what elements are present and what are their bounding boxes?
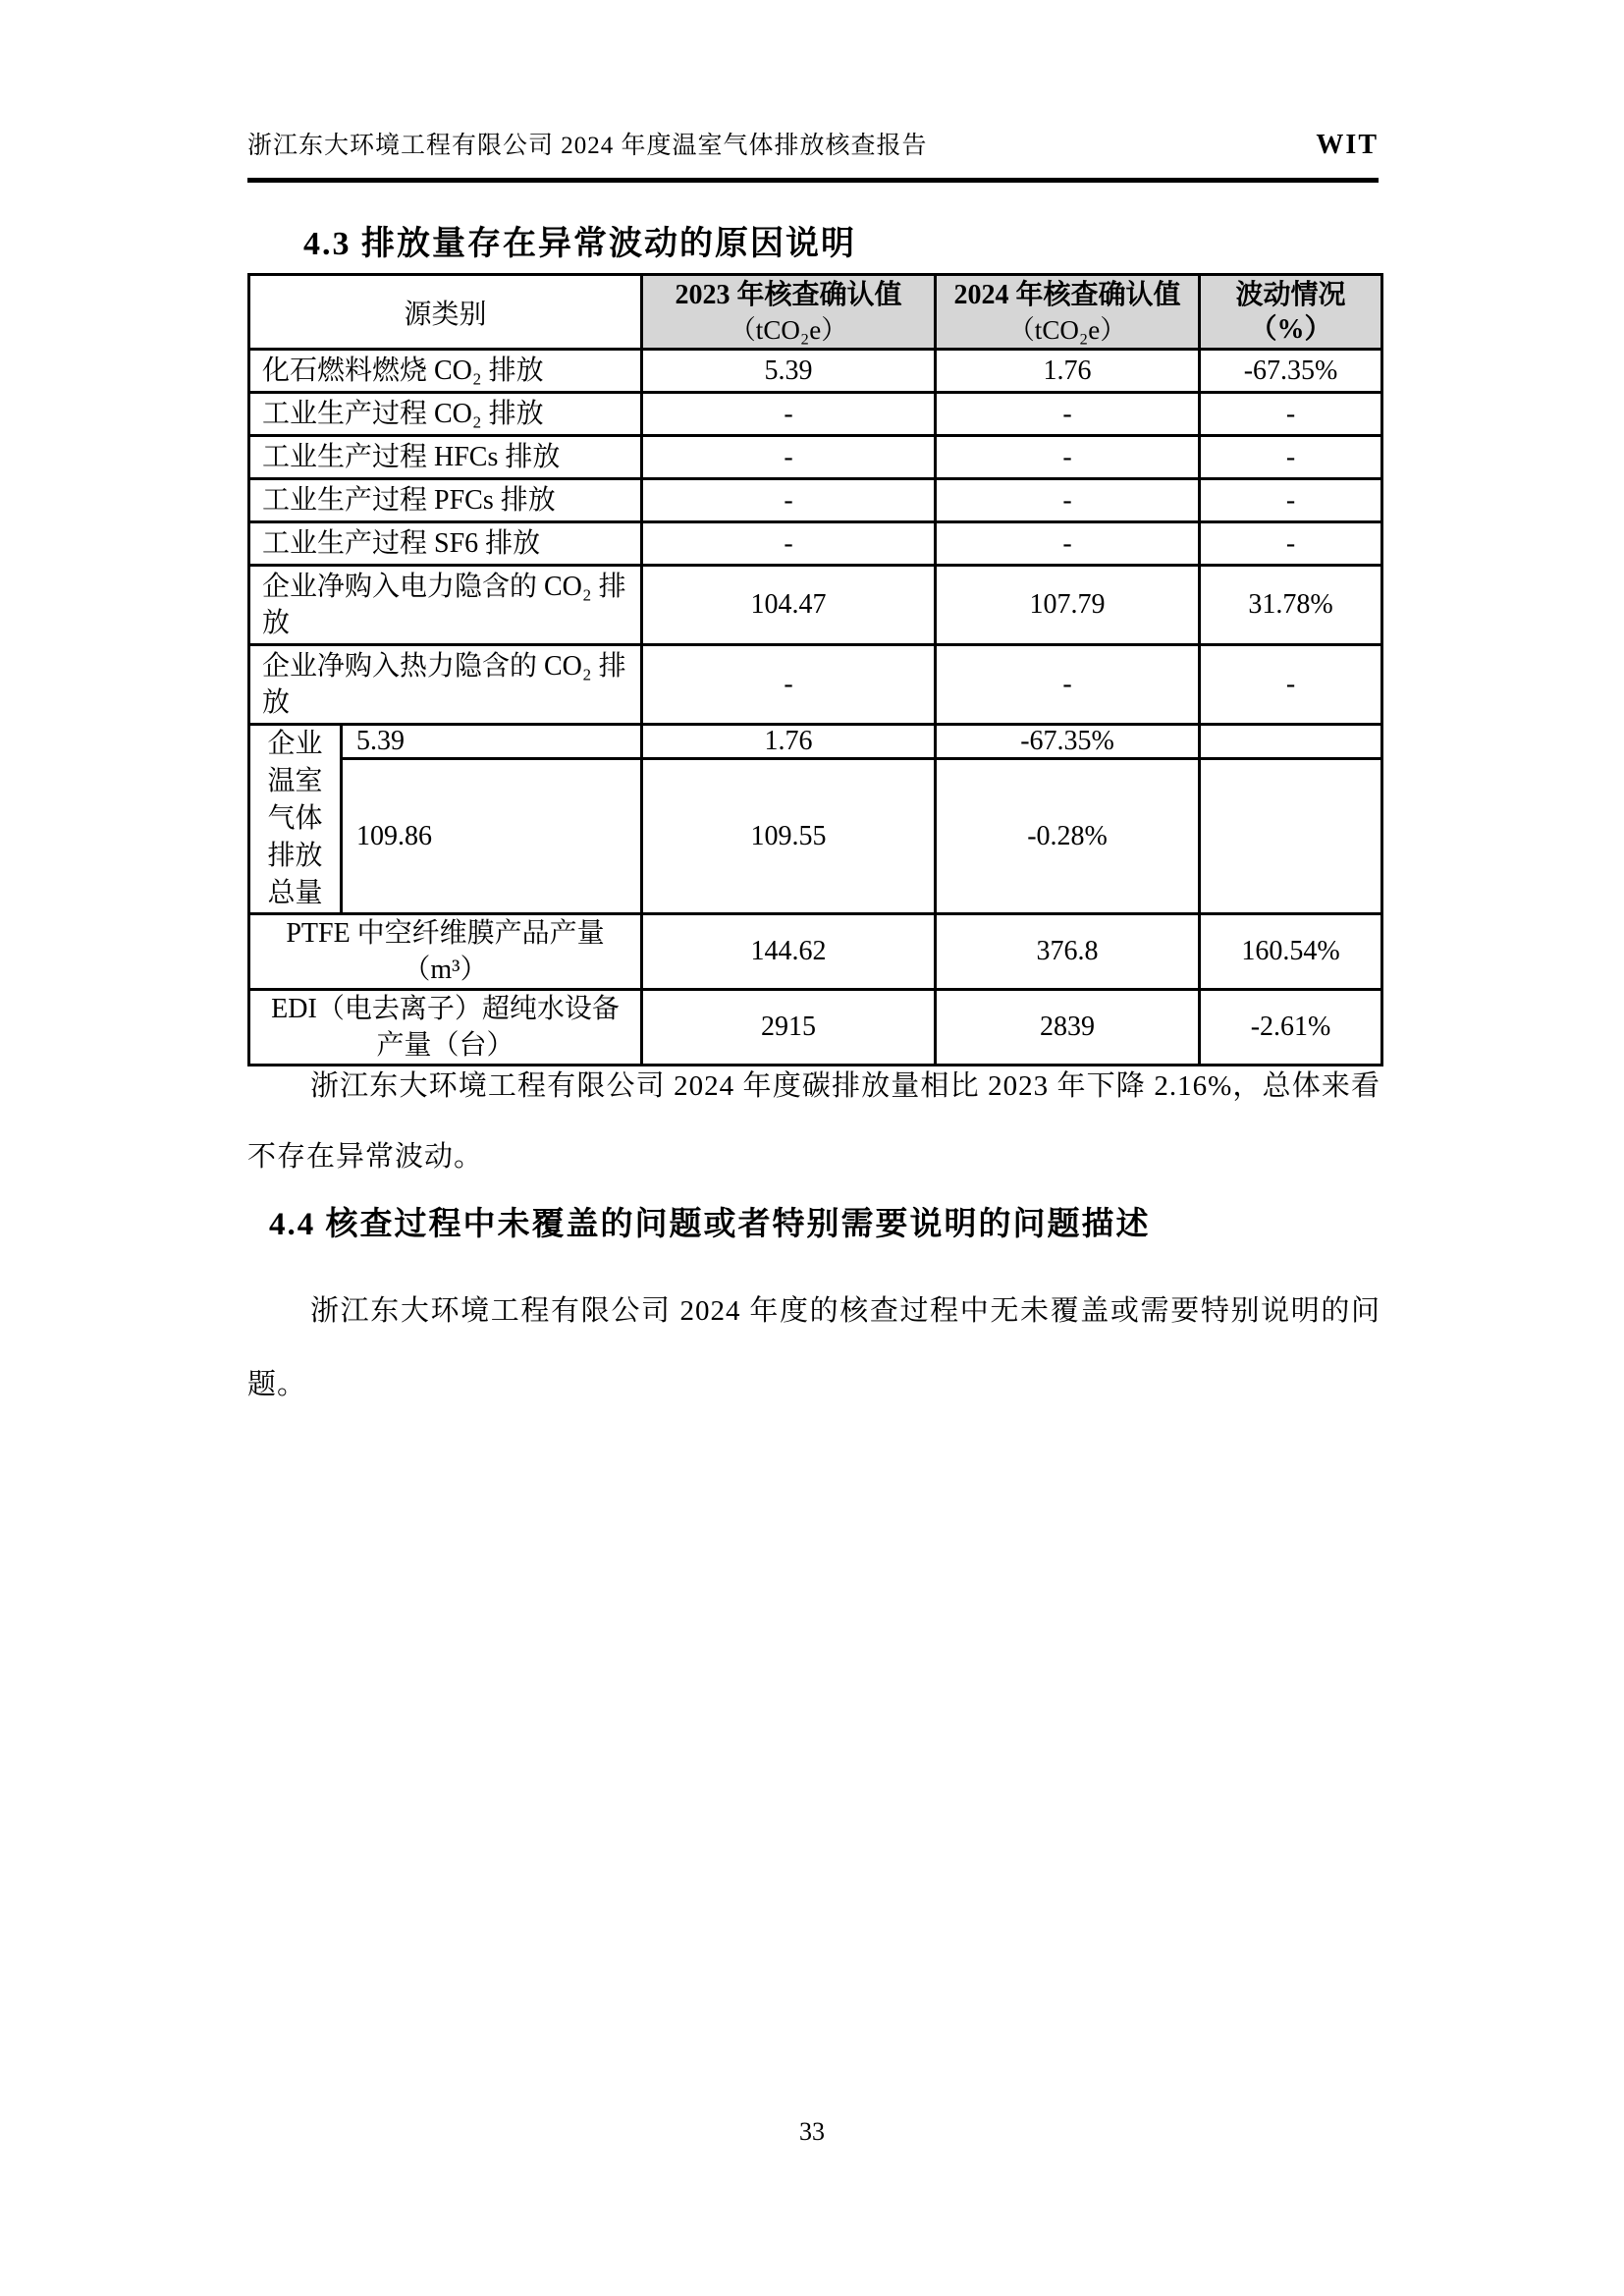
table-row-purchased-electricity [249, 566, 1382, 645]
row-label: 工业生产过程 PFCs 排放 [249, 479, 642, 522]
header-fluct-line2: （%） [1249, 314, 1332, 345]
total-sub1-col3: -67.35% [936, 725, 1200, 759]
row-label [249, 914, 642, 990]
table-row-fossil-fuel [249, 350, 1382, 393]
header-cell-2024 [936, 275, 1200, 350]
table-header-row [249, 275, 1382, 350]
total-sub2-col2: 109.55 [642, 759, 936, 914]
header-cell-fluctuation [1200, 275, 1382, 350]
header-2023-line1: 2023 年核查确认值 [675, 280, 902, 310]
value-2024: 1.76 [936, 350, 1200, 393]
value-delta: -2.61% [1200, 990, 1382, 1066]
page-number: 33 [799, 2117, 825, 2146]
total-sub2-col3: -0.28% [936, 759, 1200, 914]
section-4-4-heading: 4.4 核查过程中未覆盖的问题或者特别需要说明的问题描述 [269, 1207, 1151, 1242]
table-row-ptfe-output [249, 914, 1382, 990]
value-2024: - [936, 436, 1200, 479]
value-2024: - [936, 645, 1200, 725]
total-sub1-col4-empty [1200, 725, 1382, 759]
section-4-3-heading: 4.3 排放量存在异常波动的原因说明 [303, 226, 856, 262]
value-delta: - [1200, 479, 1382, 522]
value-delta: 31.78% [1200, 566, 1382, 645]
table-row-process-hfcs [249, 436, 1382, 479]
value-2023: - [642, 393, 936, 436]
row-label: 工业生产过程 SF6 排放 [249, 522, 642, 566]
value-2024: 376.8 [936, 914, 1200, 990]
table-row-total-sub1 [249, 725, 1382, 759]
header-2023-line2: （tCO₂e） [729, 315, 848, 345]
section-4-3-paragraph: 浙江东大环境工程有限公司 2024 年度碳排放量相比 2023 年下降 2.16%，总体来看不存在异常波动。 [247, 1070, 1380, 1173]
total-sub2-col4-empty [1200, 759, 1382, 914]
table-row-process-co2 [249, 393, 1382, 436]
total-label-line: 排放 [267, 841, 323, 871]
edi-label-line1: EDI（电去离子）超纯水设备 [271, 994, 620, 1024]
value-delta: -67.35% [1200, 350, 1382, 393]
value-2024: - [936, 479, 1200, 522]
table-row-purchased-heat [249, 645, 1382, 725]
value-2023: - [642, 522, 936, 566]
value-2023: 2915 [642, 990, 936, 1066]
value-delta: - [1200, 522, 1382, 566]
total-sub1-col2: 1.76 [642, 725, 936, 759]
header-fluct-line1: 波动情况 [1235, 280, 1346, 310]
total-label-line: 总量 [267, 878, 323, 908]
page-header-brand: WIT [1316, 130, 1379, 160]
total-row-vertical-label [249, 725, 342, 914]
row-label: 工业生产过程 HFCs 排放 [249, 436, 642, 479]
total-label-line: 气体 [267, 803, 323, 834]
header-2024-line2: （tCO₂e） [1007, 315, 1127, 345]
header-cell-2023 [642, 275, 936, 350]
value-2024: - [936, 522, 1200, 566]
value-2023: - [642, 645, 936, 725]
total-label-line: 企业 [267, 729, 323, 759]
value-2023: 144.62 [642, 914, 936, 990]
row-label: 企业净购入电力隐含的 CO₂ 排放 [249, 566, 642, 645]
table-row-process-sf6 [249, 522, 1382, 566]
header-divider [247, 178, 1379, 183]
value-2024: 107.79 [936, 566, 1200, 645]
edi-label-line2: 产量（台） [376, 1030, 514, 1061]
row-label: 工业生产过程 CO₂ 排放 [249, 393, 642, 436]
header-2024-line1: 2024 年核查确认值 [953, 280, 1181, 310]
page-header [247, 126, 1379, 161]
section-4-4-paragraph: 浙江东大环境工程有限公司 2024 年度的核查过程中无未覆盖或需要特别说明的问题。 [247, 1295, 1380, 1400]
table-row-total-sub2 [249, 759, 1382, 914]
total-sub1-col1: 5.39 [342, 725, 642, 759]
emission-fluctuation-table [247, 273, 1383, 1066]
ptfe-label-line1: PTFE 中空纤维膜产品产量 [286, 918, 605, 949]
value-2024: 2839 [936, 990, 1200, 1066]
value-2023: 104.47 [642, 566, 936, 645]
value-2024: - [936, 393, 1200, 436]
total-sub2-col1: 109.86 [342, 759, 642, 914]
header-cell-source-category: 源类别 [249, 275, 642, 350]
page-header-title: 浙江东大环境工程有限公司 2024 年度温室气体排放核查报告 [247, 133, 928, 159]
value-delta: - [1200, 393, 1382, 436]
value-delta: - [1200, 645, 1382, 725]
value-2023: - [642, 479, 936, 522]
value-delta: 160.54% [1200, 914, 1382, 990]
row-label: 化石燃料燃烧 CO₂ 排放 [249, 350, 642, 393]
value-2023: 5.39 [642, 350, 936, 393]
table-row-process-pfcs [249, 479, 1382, 522]
value-delta: - [1200, 436, 1382, 479]
row-label: 企业净购入热力隐含的 CO₂ 排放 [249, 645, 642, 725]
total-label-line: 温室 [267, 766, 323, 796]
value-2023: - [642, 436, 936, 479]
ptfe-label-line2: （m³） [403, 955, 488, 985]
